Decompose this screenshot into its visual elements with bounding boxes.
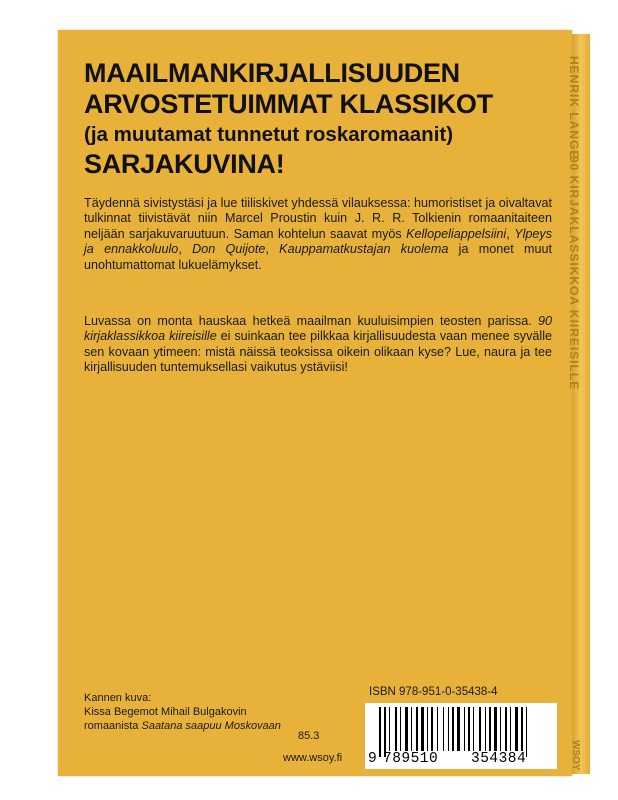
barcode-bar	[443, 707, 444, 751]
barcode-bar	[416, 707, 418, 751]
barcode-bar	[489, 707, 491, 751]
barcode-bar	[389, 707, 390, 751]
credits-line-2: Kissa Begemot Mihail Bulgakovin	[84, 706, 247, 718]
p2-title: 90 kirjaklassikkoa kiireisille	[84, 314, 552, 344]
cover-credits	[84, 691, 281, 733]
publisher-website: www.wsoy.fi	[283, 752, 343, 764]
headline-line-2: ARVOSTETUIMMAT KLASSIKOT	[84, 89, 493, 119]
price-code: 85.3	[298, 730, 320, 742]
p1-text-1: Täydennä sivistystäsi ja lue tiiliskivet yhdessä vilauksessa: humoristiset ja oivaltavat tulkinnat tiivistävät niin Marcel Proustin kuin J. R. R. Tolkienin romaanitaiteen neljään sarjakuvaruutuun. Saman kohtelun saavat myös	[84, 196, 552, 241]
spine-title: 90 KIRJAKLASSIKKOA KIIREISILLE	[567, 156, 581, 391]
barcode-bar	[510, 707, 511, 751]
barcode-bar	[395, 707, 397, 751]
p1-title-2: Ylpeys ja ennakkoluulo	[84, 226, 552, 257]
barcode-bar	[485, 707, 486, 751]
p1-title-3: Don Quijote	[192, 242, 266, 257]
barcode-bar	[448, 707, 449, 751]
credits-title: Saatana saapuu Moskovaan	[141, 720, 281, 732]
p1-title-4: Kauppamatkustajan kuolema	[279, 242, 449, 257]
barcode-bar	[473, 707, 474, 751]
spine-author: HENRIK LANGE	[567, 56, 581, 160]
headline	[84, 58, 554, 180]
barcode-bar	[515, 707, 518, 751]
barcode-bar	[411, 707, 412, 751]
p1-title-1: Kellopeliappelsiini	[406, 226, 507, 241]
barcode-bar	[427, 707, 428, 751]
credits-label: Kannen kuva:	[84, 692, 152, 704]
p1-text-2: ja monet muut unohtumattomat lukuelämykset.	[84, 242, 553, 272]
p1-sep-2: ,	[178, 242, 193, 257]
p1-sep-1: ,	[506, 226, 515, 241]
barcode-digit-first: 9	[368, 751, 377, 767]
spine-text	[567, 56, 581, 391]
p1-sep-3: ,	[265, 242, 280, 257]
barcode-bar	[452, 707, 454, 751]
barcode-bar	[400, 707, 401, 751]
barcode-bar	[421, 707, 424, 751]
barcode-bar	[526, 707, 527, 757]
p2-text-1: Luvassa on monta hauskaa hetkeä maailman kuuluisimpien teosten parissa.	[84, 314, 538, 328]
barcode-bar	[500, 707, 501, 751]
barcode-bar	[505, 707, 507, 751]
p2-text-2: ei suinkaan tee pilkkaa kirjallisuudesta vaan menee syvälle sen kovaan ytimeen: mistä näissä teoksissa oikein olikaan kyse? Lue, naura ja tee kirjallisuuden tuntemuksellasi vaikutus ystäviisi!	[84, 329, 552, 375]
barcode-bar	[521, 707, 523, 751]
barcode-bar	[464, 707, 465, 751]
barcode-bar	[431, 707, 433, 751]
spine-publisher: WSOY	[570, 740, 581, 771]
headline-line-4: SARJAKUVINA!	[84, 149, 285, 179]
barcode-digits-left: 789510	[383, 751, 439, 767]
barcode-bar	[457, 707, 460, 751]
barcode	[365, 703, 557, 769]
barcode-digits-right: 354384	[471, 751, 527, 767]
barcode-bar	[405, 707, 408, 751]
credits-line-3	[84, 719, 281, 733]
headline-line-3: (ja muutamat tunnetut roskaromaanit)	[84, 123, 454, 146]
barcode-bar	[468, 707, 470, 751]
barcode-bar	[494, 707, 497, 751]
blurb-paragraph-2	[84, 314, 552, 376]
isbn: ISBN 978-951-0-35438-4	[369, 686, 498, 698]
headline-line-1: MAAILMANKIRJALLISUUDEN	[84, 58, 460, 88]
barcode-bar	[379, 707, 381, 757]
blurb-paragraph-1	[84, 196, 552, 273]
barcode-bar	[437, 707, 438, 751]
barcode-bar	[479, 707, 481, 751]
barcode-bar	[384, 707, 386, 757]
credits-prefix: romaanista	[84, 720, 142, 732]
